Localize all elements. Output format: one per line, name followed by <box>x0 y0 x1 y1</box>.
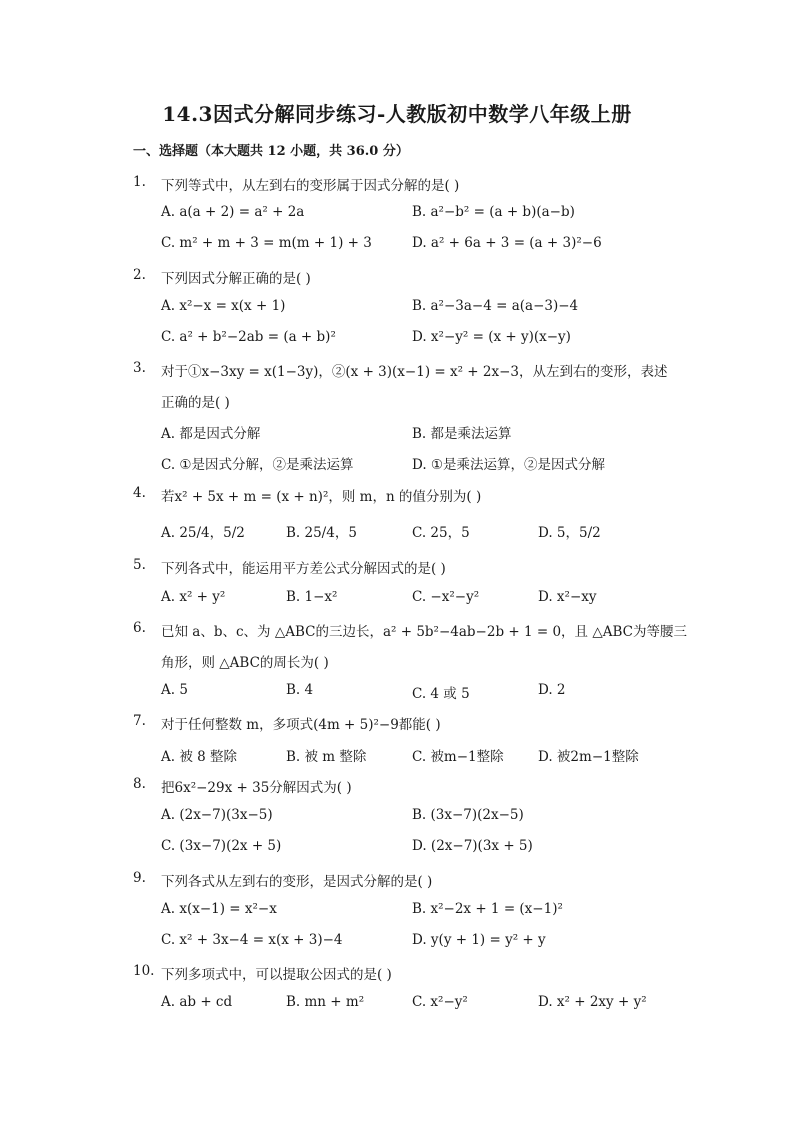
option-c: C. −x²−y² <box>412 589 480 605</box>
option-d: D. x²−y² = (x + y)(x−y) <box>412 329 571 345</box>
option-c: C. 25，5 <box>412 525 470 541</box>
question-text: 下列等式中，从左到右的变形属于因式分解的是( ) <box>161 178 460 194</box>
question-text-continued: 正确的是( ) <box>161 395 230 411</box>
question-text: 已知 a、b、c、为 △ABC的三边长，a² + 5b²−4ab−2b + 1 = 0，且 △ABC为等腰三 <box>161 624 687 640</box>
option-b: B. 都是乘法运算 <box>412 426 512 442</box>
option-c: C. x²−y² <box>412 994 468 1010</box>
option-b: B. 25/4，5 <box>286 525 357 541</box>
question-number: 6. <box>133 620 146 636</box>
option-b: B. x²−2x + 1 = (x−1)² <box>412 901 563 917</box>
question-number: 8. <box>133 776 146 792</box>
option-d: D. (2x−7)(3x + 5) <box>412 838 533 854</box>
option-a: A. 被 8 整除 <box>161 749 238 765</box>
option-a: A. x(x−1) = x²−x <box>161 901 277 917</box>
question-text: 下列多项式中，可以提取公因式的是( ) <box>161 967 392 983</box>
question-number: 9. <box>133 870 146 886</box>
question-number: 1. <box>133 174 146 190</box>
question-text: 下列各式从左到右的变形，是因式分解的是( ) <box>161 874 433 890</box>
option-d: D. 被2m−1整除 <box>538 749 639 765</box>
question-number: 2. <box>133 267 146 283</box>
question-number: 7. <box>133 713 146 729</box>
option-c: C. a² + b²−2ab = (a + b)² <box>161 329 336 345</box>
option-a: A. 25/4，5/2 <box>161 525 245 541</box>
option-a: A. ab + cd <box>161 994 233 1010</box>
option-b: B. mn + m² <box>286 994 365 1010</box>
option-c: C. (3x−7)(2x + 5) <box>161 838 282 854</box>
option-a: A. (2x−7)(3x−5) <box>161 807 273 823</box>
option-d: D. y(y + 1) = y² + y <box>412 932 546 948</box>
option-b: B. a²−3a−4 = a(a−3)−4 <box>412 298 579 314</box>
question-number: 3. <box>133 360 146 376</box>
question-text: 若x² + 5x + m = (x + n)²，则 m，n 的值分别为( ) <box>161 489 482 505</box>
option-c: C. x² + 3x−4 = x(x + 3)−4 <box>161 932 343 948</box>
section-heading: 一、选择题（本大题共 12 小题，共 36.0 分） <box>133 144 409 159</box>
option-c: C. m² + m + 3 = m(m + 1) + 3 <box>161 235 372 251</box>
question-number: 10. <box>133 963 155 979</box>
question-text: 把6x²−29x + 35分解因式为( ) <box>161 780 352 796</box>
question-text: 下列各式中，能运用平方差公式分解因式的是( ) <box>161 561 446 577</box>
option-c: C. 被m−1整除 <box>412 749 504 765</box>
option-d: D. 5，5/2 <box>538 525 601 541</box>
option-b: B. 被 m 整除 <box>286 749 367 765</box>
question-text: 下列因式分解正确的是( ) <box>161 271 311 287</box>
option-b: B. a²−b² = (a + b)(a−b) <box>412 204 575 220</box>
question-text: 对于任何整数 m，多项式(4m + 5)²−9都能( ) <box>161 717 441 733</box>
option-a: A. 5 <box>161 682 188 698</box>
option-d: D. x²−xy <box>538 589 597 605</box>
question-number: 5. <box>133 557 146 573</box>
option-c: C. ①是因式分解，②是乘法运算 <box>161 457 354 473</box>
option-a: A. x²−x = x(x + 1) <box>161 298 286 314</box>
option-b: B. 4 <box>286 682 314 698</box>
option-a: A. 都是因式分解 <box>161 426 261 442</box>
option-b: B. (3x−7)(2x−5) <box>412 807 524 823</box>
option-d: D. x² + 2xy + y² <box>538 994 647 1010</box>
option-d: D. 2 <box>538 682 566 698</box>
option-d: D. a² + 6a + 3 = (a + 3)²−6 <box>412 235 602 251</box>
page-title: 14.3因式分解同步练习-人教版初中数学八年级上册 <box>162 102 632 126</box>
question-text: 对于①x−3xy = x(1−3y)，②(x + 3)(x−1) = x² + 2x−3，从左到右的变形，表述 <box>161 364 668 380</box>
question-number: 4. <box>133 485 146 501</box>
option-b: B. 1−x² <box>286 589 338 605</box>
option-a: A. x² + y² <box>161 589 226 605</box>
option-d: D. ①是乘法运算，②是因式分解 <box>412 457 606 473</box>
option-a: A. a(a + 2) = a² + 2a <box>161 204 305 220</box>
option-c: C. 4 或 5 <box>412 686 470 702</box>
question-text-continued: 角形，则 △ABC的周长为( ) <box>161 655 329 671</box>
